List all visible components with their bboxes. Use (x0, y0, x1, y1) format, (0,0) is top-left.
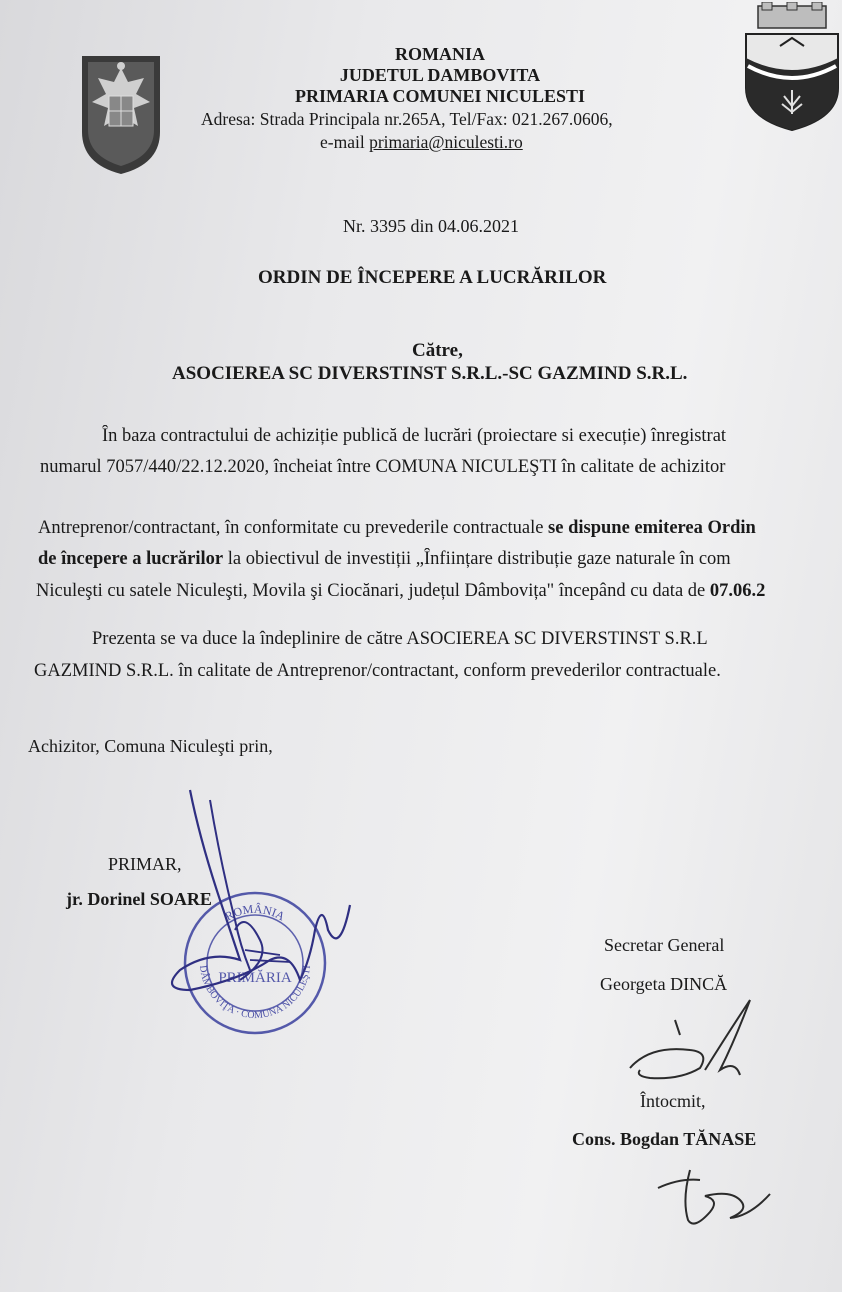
header-email-link[interactable]: primaria@niculesti.ro (369, 132, 523, 152)
body-p2-line1: Prezenta se va duce la îndeplinire de către ASOCIEREA SC DIVERSTINST S.R.L (92, 629, 708, 649)
stamp-bottom-text: DÂMBOVIŢA · COMUNA NICULEŞTI (196, 964, 313, 1022)
header-institution: PRIMARIA COMUNEI NICULESTI (294, 86, 586, 106)
document-number: Nr. 3395 din 04.06.2021 (343, 216, 520, 236)
drafted-name: Cons. Bogdan TĂNASE (572, 1129, 757, 1149)
secretary-title: Secretar General (604, 935, 725, 955)
secretary-name: Georgeta DINCĂ (600, 974, 728, 994)
body-p1-line2: numarul 7057/440/22.12.2020, încheiat între COMUNA NICULEŞTI în calitate de achizitor (40, 457, 726, 477)
recipient: ASOCIEREA SC DIVERSTINST S.R.L.-SC GAZMIND S.R.L. (172, 363, 688, 384)
body-p2-line2: GAZMIND S.R.L. în calitate de Antreprenor/contractant, conform prevederilor contractuale. (34, 661, 721, 681)
stamp-center-text: PRIMĂRIA (218, 970, 292, 986)
header-county: JUDETUL DAMBOVITA (339, 65, 541, 85)
body-p1-line6-bold: 07.06.2 (709, 581, 766, 601)
body-p1-line4-bold: se dispune emiterea Ordin (548, 518, 756, 538)
body-p1-line4 (38, 517, 842, 539)
mayor-title: PRIMAR, (108, 854, 182, 874)
body-p1-line1: În baza contractului de achiziție publică de lucrări (proiectare si execuție) înregistrat (102, 426, 727, 446)
body-p1-line5-text: la obiectivul de investiții „Înființare distribuție gaze naturale în com (223, 549, 731, 569)
drafted-label: Întocmit, (640, 1091, 706, 1111)
secretary-signature-icon (620, 990, 790, 1100)
header-country: ROMANIA (395, 44, 485, 64)
commune-coat-of-arms-icon (744, 2, 840, 132)
body-p1-line6-text: Niculeşti cu satele Niculeşti, Movila şi Ciocănari, județul Dâmbovița" începând cu data de (36, 581, 710, 601)
body-p1-line5 (38, 548, 842, 570)
header-email-line (320, 131, 523, 153)
header-address: Adresa: Strada Principala nr.265A, Tel/Fax: 021.267.0606, (201, 109, 613, 129)
header-email-prefix: e-mail (320, 132, 370, 152)
mayor-name: jr. Dorinel SOARE (66, 889, 212, 909)
body-p1-line4-text: Antreprenor/contractant, în conformitate cu prevederile contractuale (38, 518, 549, 538)
acquirer-line: Achizitor, Comuna Niculeşti prin, (28, 736, 273, 756)
body-p1-line6 (36, 580, 842, 602)
to-label: Către, (412, 340, 463, 361)
document-title: ORDIN DE ÎNCEPERE A LUCRĂRILOR (258, 267, 607, 288)
mayor-signature-icon (150, 780, 370, 1040)
stamp-top-text: ROMÂNIA (222, 901, 288, 924)
body-p1-line5-bold: de începere a lucrărilor (38, 549, 224, 569)
romania-coat-of-arms-icon (78, 52, 164, 176)
drafter-signature-icon (650, 1160, 780, 1230)
